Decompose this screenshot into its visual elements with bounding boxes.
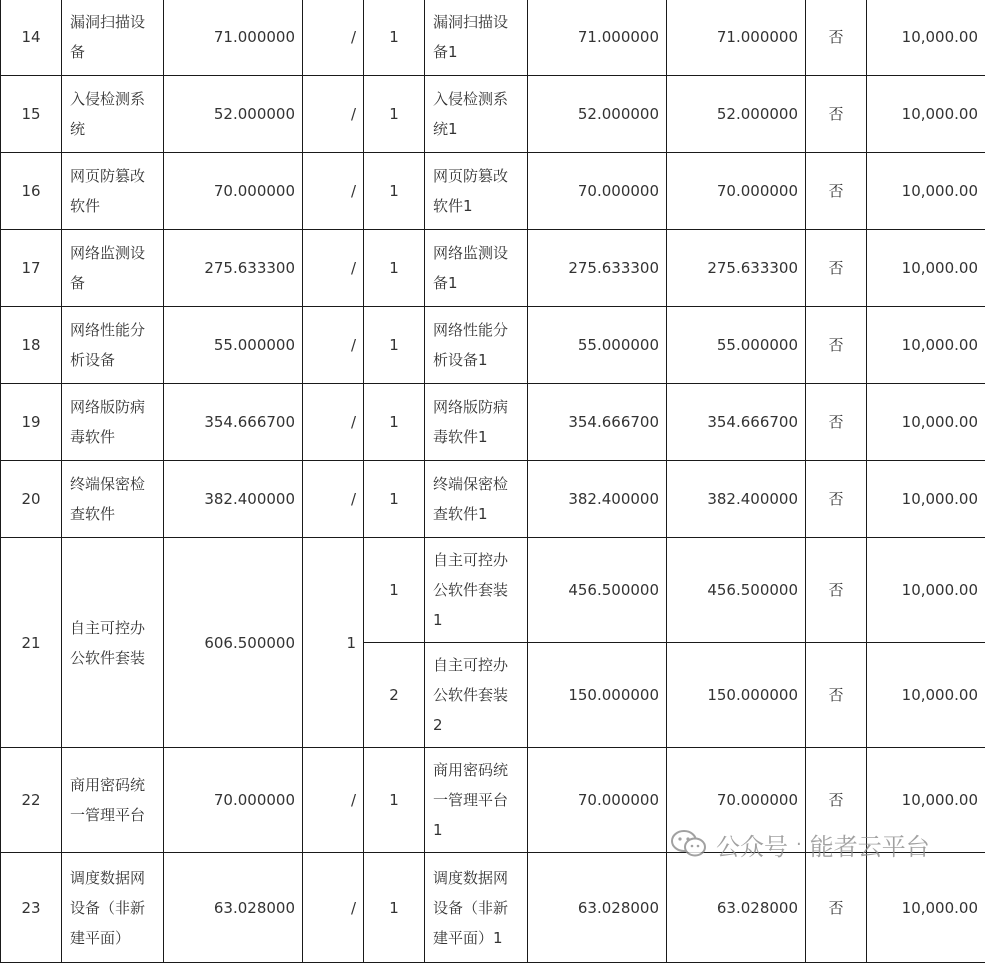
sub-price-cell: 55.000000 <box>667 307 806 384</box>
sub-price-cell: 70.000000 <box>667 153 806 230</box>
flag-cell: 否 <box>806 76 867 153</box>
item-name-cell: 网络版防病毒软件 <box>62 384 164 461</box>
deposit-fee-cell: 10,000.00 <box>867 76 985 153</box>
sub-amount-cell: 275.633300 <box>528 230 667 307</box>
item-name-cell: 自主可控办公软件套装 <box>62 538 164 748</box>
row-number-cell: 19 <box>1 384 62 461</box>
watermark-text-account: 公众号 <box>716 827 788 862</box>
package-mark-cell: 1 <box>303 538 364 748</box>
sub-amount-cell: 70.000000 <box>528 153 667 230</box>
sub-price-cell: 63.028000 <box>667 853 806 963</box>
sub-price-cell: 52.000000 <box>667 76 806 153</box>
budget-amount-cell: 70.000000 <box>164 748 303 853</box>
item-name-cell: 网络性能分析设备 <box>62 307 164 384</box>
package-mark-cell: / <box>303 384 364 461</box>
row-number-cell: 17 <box>1 230 62 307</box>
deposit-fee-cell: 10,000.00 <box>867 538 985 643</box>
deposit-fee-cell: 10,000.00 <box>867 307 985 384</box>
sub-item-name-cell: 自主可控办公软件套装1 <box>425 538 528 643</box>
sub-item-name-cell: 网页防篡改软件1 <box>425 153 528 230</box>
row-number-cell: 14 <box>1 0 62 76</box>
table-row <box>1 0 985 76</box>
sub-index-cell: 1 <box>364 307 425 384</box>
row-number-cell: 15 <box>1 76 62 153</box>
row-number-cell: 23 <box>1 853 62 963</box>
watermark-separator: · <box>796 834 802 855</box>
sub-amount-cell: 52.000000 <box>528 76 667 153</box>
flag-cell: 否 <box>806 230 867 307</box>
sub-index-cell: 1 <box>364 384 425 461</box>
sub-item-name-cell: 网络版防病毒软件1 <box>425 384 528 461</box>
sub-item-name-cell: 网络性能分析设备1 <box>425 307 528 384</box>
budget-amount-cell: 606.500000 <box>164 538 303 748</box>
sub-item-name-cell: 调度数据网设备（非新建平面）1 <box>425 853 528 963</box>
budget-amount-cell: 52.000000 <box>164 76 303 153</box>
budget-amount-cell: 71.000000 <box>164 0 303 76</box>
sub-price-cell: 71.000000 <box>667 0 806 76</box>
item-name-cell: 网络监测设备 <box>62 230 164 307</box>
package-mark-cell: / <box>303 76 364 153</box>
sub-amount-cell: 55.000000 <box>528 307 667 384</box>
flag-cell: 否 <box>806 307 867 384</box>
item-name-cell: 调度数据网设备（非新建平面） <box>62 853 164 963</box>
item-name-cell: 入侵检测系统 <box>62 76 164 153</box>
table-body <box>1 0 985 963</box>
flag-cell: 否 <box>806 853 867 963</box>
deposit-fee-cell: 10,000.00 <box>867 853 985 963</box>
sub-amount-cell: 70.000000 <box>528 748 667 853</box>
package-mark-cell: / <box>303 153 364 230</box>
row-number-cell: 16 <box>1 153 62 230</box>
flag-cell: 否 <box>806 384 867 461</box>
sub-amount-cell: 456.500000 <box>528 538 667 643</box>
flag-cell: 否 <box>806 643 867 748</box>
flag-cell: 否 <box>806 748 867 853</box>
budget-amount-cell: 354.666700 <box>164 384 303 461</box>
item-name-cell: 漏洞扫描设备 <box>62 0 164 76</box>
row-number-cell: 21 <box>1 538 62 748</box>
row-number-cell: 18 <box>1 307 62 384</box>
deposit-fee-cell: 10,000.00 <box>867 643 985 748</box>
sub-index-cell: 1 <box>364 76 425 153</box>
deposit-fee-cell: 10,000.00 <box>867 461 985 538</box>
item-name-cell: 网页防篡改软件 <box>62 153 164 230</box>
sub-amount-cell: 63.028000 <box>528 853 667 963</box>
sub-index-cell: 1 <box>364 230 425 307</box>
sub-item-name-cell: 自主可控办公软件套装2 <box>425 643 528 748</box>
sub-price-cell: 456.500000 <box>667 538 806 643</box>
deposit-fee-cell: 10,000.00 <box>867 748 985 853</box>
sub-price-cell: 354.666700 <box>667 384 806 461</box>
row-number-cell: 20 <box>1 461 62 538</box>
sub-index-cell: 1 <box>364 538 425 643</box>
table-row <box>1 461 985 538</box>
table-row <box>1 384 985 461</box>
package-mark-cell: / <box>303 461 364 538</box>
table-row <box>1 76 985 153</box>
sub-item-name-cell: 漏洞扫描设备1 <box>425 0 528 76</box>
package-mark-cell: / <box>303 0 364 76</box>
budget-amount-cell: 275.633300 <box>164 230 303 307</box>
package-mark-cell: / <box>303 307 364 384</box>
sub-index-cell: 2 <box>364 643 425 748</box>
table-row <box>1 748 985 853</box>
sub-price-cell: 70.000000 <box>667 748 806 853</box>
table-row <box>1 153 985 230</box>
budget-amount-cell: 70.000000 <box>164 153 303 230</box>
sub-index-cell: 1 <box>364 748 425 853</box>
sub-index-cell: 1 <box>364 461 425 538</box>
sub-amount-cell: 71.000000 <box>528 0 667 76</box>
sub-amount-cell: 354.666700 <box>528 384 667 461</box>
sub-amount-cell: 150.000000 <box>528 643 667 748</box>
deposit-fee-cell: 10,000.00 <box>867 0 985 76</box>
flag-cell: 否 <box>806 153 867 230</box>
sub-price-cell: 382.400000 <box>667 461 806 538</box>
deposit-fee-cell: 10,000.00 <box>867 230 985 307</box>
item-name-cell: 商用密码统一管理平台 <box>62 748 164 853</box>
sub-amount-cell: 382.400000 <box>528 461 667 538</box>
table-row <box>1 538 985 643</box>
sub-item-name-cell: 商用密码统一管理平台1 <box>425 748 528 853</box>
sub-index-cell: 1 <box>364 153 425 230</box>
package-mark-cell: / <box>303 748 364 853</box>
sub-index-cell: 1 <box>364 0 425 76</box>
item-name-cell: 终端保密检查软件 <box>62 461 164 538</box>
sub-price-cell: 150.000000 <box>667 643 806 748</box>
row-number-cell: 22 <box>1 748 62 853</box>
budget-amount-cell: 63.028000 <box>164 853 303 963</box>
deposit-fee-cell: 10,000.00 <box>867 153 985 230</box>
flag-cell: 否 <box>806 0 867 76</box>
table-row <box>1 230 985 307</box>
sub-item-name-cell: 入侵检测系统1 <box>425 76 528 153</box>
sub-item-name-cell: 终端保密检查软件1 <box>425 461 528 538</box>
sub-index-cell: 1 <box>364 853 425 963</box>
flag-cell: 否 <box>806 461 867 538</box>
flag-cell: 否 <box>806 538 867 643</box>
package-mark-cell: / <box>303 230 364 307</box>
table-row <box>1 853 985 963</box>
package-mark-cell: / <box>303 853 364 963</box>
sub-price-cell: 275.633300 <box>667 230 806 307</box>
watermark-text-name: 能者云平台 <box>810 827 930 862</box>
sub-item-name-cell: 网络监测设备1 <box>425 230 528 307</box>
budget-amount-cell: 382.400000 <box>164 461 303 538</box>
table-row <box>1 307 985 384</box>
deposit-fee-cell: 10,000.00 <box>867 384 985 461</box>
budget-amount-cell: 55.000000 <box>164 307 303 384</box>
